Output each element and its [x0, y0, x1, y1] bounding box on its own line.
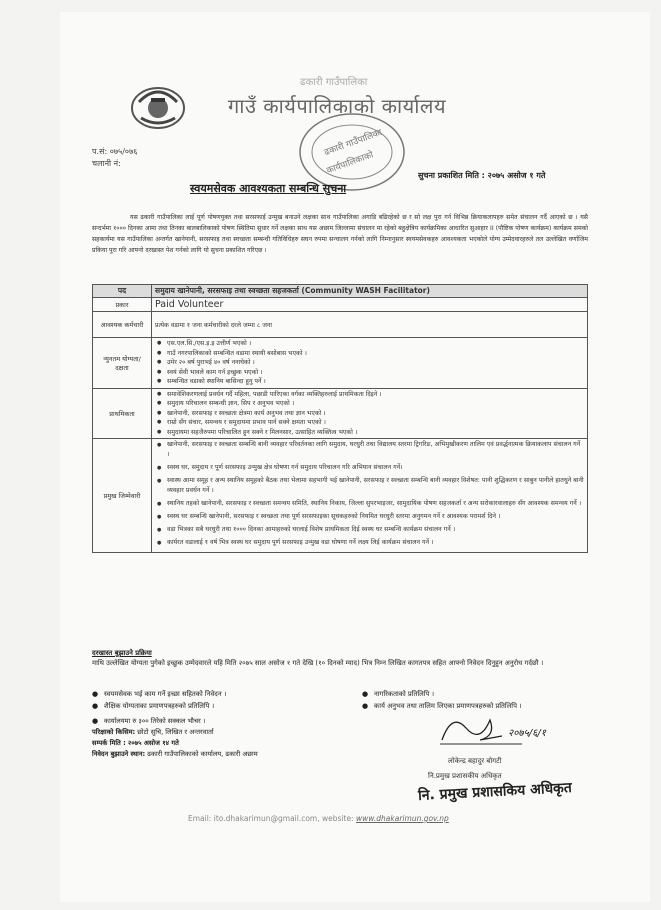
list-item: ● एस.एल.सि./एस.इ.इ उत्तीर्ण भएको ।: [165, 339, 584, 349]
application-details: ● कार्यालयमा रु ३०० तिरेको सक्कल भौचर । परिक्षाको किसिम: छोटो सुचि, लिखित र अन्तरवार्ता सम्पर्क मिति : २०७५ असोज १४ गते निवेदन बुझाउने स्थान: ढकारी गाउँपालिकाको कार्यालय, ढकारी अछाम: [92, 717, 258, 758]
list-item: ● स्थानिय तहको खानेपानी, सरसफाइ र स्वच्छता समन्वय समिति, स्थानिय निकाय, जिल्ला सुपरभाइजर, सामुदायिक पोषण सहजकर्ता र अन्य सरोकारवालाहरु सँग आवश्यक समन्वय गर्ने ।: [165, 499, 584, 509]
officer-stamp: नि. प्रमुख प्रशासकिय अधिकृत: [417, 779, 573, 805]
list-item: ● उमेर २० बर्ष पुराभई ४० वर्ष ननाघेको ।: [165, 358, 584, 368]
responsibility-list: [155, 440, 584, 548]
list-item: ● समावेशिकरणलाई प्रवर्धन गर्दै महिला, पछाडी पारिएका वर्गका व्यक्तिहरुलाई प्राथमिकता दिइने ।: [165, 390, 584, 400]
table-row: [93, 285, 588, 298]
list-item: ● स्वयं सेवी भावले काम गर्न इच्छुक भएको ।: [165, 368, 584, 378]
publish-date: सुचना प्रकाशित मिति : २०७५ असोज १ गते: [418, 171, 546, 180]
exam-value: छोटो सुचि, लिखित र अन्तरवार्ता: [137, 728, 214, 736]
dispatch-number: चलानी नं:: [92, 159, 121, 168]
reference-number: प.सं: ०७५/०७६: [92, 147, 138, 156]
submit-value: ढकारी गाउँपालिकाको कार्यालय, ढकारी अछाम: [147, 750, 258, 758]
office-voucher-item: कार्यालयमा रु ३०० तिरेको सक्कल भौचर ।: [104, 717, 206, 725]
svg-text:२०७५/६/१: २०७५/६/१: [508, 728, 546, 739]
list-item: ● राम्रो सँग संचार, समन्वय र समुदायमा प्रभाव पार्न सक्ने क्षमता भएको ।: [165, 418, 584, 428]
email-label: Email:: [188, 814, 212, 823]
contact-label: सम्पर्क मिति :: [92, 739, 126, 747]
staff-value: प्रत्येक वडामा १ जना कर्मचारीको दरले जम्मा ८ जना: [152, 312, 588, 338]
list-item: ● कार्य अनुभव तथा तालिम लिएका प्रमाणपत्रहरुको प्रतिलिपि ।: [362, 700, 622, 712]
list-item: ● स्वस्थ घर, समुदाय र पूर्ण सरसफाइ उन्मुख क्षेत्र घोषणा गर्न समुदाय परिचालन गरि अभियान संचालन गर्ने।: [165, 463, 584, 473]
office-title: गाउँ कार्यपालिकाको कार्यालय: [228, 94, 447, 118]
list-item: ● गाउँ नगरपालिकाको सम्बन्धित वडामा स्थायी बसोबास भएको ।: [165, 349, 584, 359]
post-value: समुदाय खानेपानी, सरसफाइ तथा स्वच्छता सहजकर्ता (Community WASH Facilitator): [152, 285, 588, 298]
svg-text:कार्यपालिकाको: कार्यपालिकाको: [325, 150, 375, 177]
list-item: ● स्वास्थ आमा समूह र अन्य स्थानिय समूहको बैठक तथा भेलामा सहभागी भई खानेपानी, सरसफाइ र स्वच्छता सम्बन्धि बानी व्यवहार विशेषत: पानी शुद्धिकरण र साबुन पानीले हातधुने बानी व्यवहार प्रवर्धन गर्ने ।: [165, 476, 584, 496]
list-item: ● वडा भित्रका सबै घरधुरी तथा १००० दिनका आमाहरुको घरलाई विशेष प्राथमिकता दिई स्वस्थ घर सम्बन्धि कार्यक्रम संचालन गर्ने ।: [165, 525, 584, 535]
website-label: , website:: [317, 814, 354, 823]
list-item: ● नागरिकताको प्रतिलिपि ।: [362, 688, 622, 700]
type-value: Paid Volunteer: [152, 298, 588, 312]
process-text: माथि उल्लेखित योग्यता पुगेको इच्छुक उम्मेदवारले यहि मिति २०७५ साल असोज १ गते देखि (१० दिनको म्याद) भित्र निम्न लिखित कागतपत्र सहित आफ्नो निवेदन दिनुहुन अनुरोध गर्दछौ ।: [92, 659, 544, 667]
signatory-title: नि.प्रमुख प्रशासकीय अधिकृत: [428, 772, 502, 780]
application-process: [92, 648, 588, 668]
staff-label: आवश्यक कर्मचारी: [93, 312, 152, 338]
government-emblem-icon: [127, 78, 189, 130]
type-label: प्रकार: [93, 298, 152, 312]
exam-label: परिक्षाको किसिम:: [92, 728, 136, 736]
list-item: ● खानेपानी, सरसफाइ र स्वच्छता क्षेत्रमा कार्य अनुभव तथा ज्ञान भएको ।: [165, 409, 584, 419]
vacancy-table: [92, 284, 588, 553]
priority-list: [155, 390, 584, 438]
notice-title: स्वयमसेवक आवश्यकता सम्बन्धि सुचना: [190, 182, 347, 195]
footer-contact: [188, 814, 449, 823]
qualification-list: [155, 339, 584, 387]
municipality-name: ढकारी गाउँपालिका: [300, 77, 368, 88]
list-item: ● समुदायमा सहजैरुपमा परिचालित हुन सक्ने र मिलनसार, उत्साहित व्यक्तित्व भएको ।: [165, 428, 584, 438]
reference-block: [92, 146, 137, 170]
table-row: [93, 312, 588, 338]
list-item: ● सम्बन्धित वडाको स्थानिय बासिन्दा हुनु पर्ने ।: [165, 377, 584, 387]
submit-label: निवेदन बुझाउने स्थान:: [92, 750, 146, 758]
list-item: ● शैक्षिक योग्यताका प्रमाणपत्रहरुको प्रतिलिपि ।: [92, 700, 352, 712]
email-address: ito.dhakarimun@gmail.com: [213, 814, 318, 823]
table-row: [93, 298, 588, 312]
signatory-name: लोकेन्द्र बहादुर बोगटी: [448, 757, 502, 765]
qualification-label: न्युनतम योग्यता/ दक्षता: [93, 338, 152, 389]
process-heading: दरखास्त बुझाउने प्रक्रिया: [92, 649, 152, 657]
table-row: [93, 338, 588, 389]
list-item: ● स्वस्थ घर सम्बन्धि खानेपानी, सरसफाइ र स्वच्छता तथा पूर्ण सरसफाइका सूचकहरुको नियमित घरधुरी स्तरमा अनुगमन गर्ने र आवश्यक परामर्श दिने ।: [165, 512, 584, 522]
table-row: [93, 439, 588, 553]
list-item: ● समुदाय परिचालन सम्बन्धी ज्ञान, सिप र अनुभव भएको ।: [165, 399, 584, 409]
responsibility-label: प्रमुख जिम्मेवारी: [93, 439, 152, 553]
post-header: पद: [93, 285, 152, 298]
svg-text:ढकारी गाउँपालिका: ढकारी गाउँपालिका: [323, 127, 384, 159]
intro-paragraph: यस ढकारी गाउँपालिका लाई पूर्ण पोषणयुक्त तथा सरसफाई उन्मुख बनाउने लक्षका साथ गाउँपालिका अगाडि बढिरहेको छ र सो लक्ष पुरा गर्न विभिन्न क्रियाकलापहरु समेत संचालन गर्दै आएको छ । यसै सन्दर्भमा १००० दिनका आमा तथा तिनका बालबालिकाको पोषण स्थितिमा सुधार गर्ने लक्षका साथ यस अछाम जिल्लामा संचालन मा रहेको बहुक्षेत्रिय कार्यक्रमिका आधारित सुआहार II (पौष्टिक पोषण कार्यक्रम) कार्यक्रम समको सहकार्यमा यस गाउँपालिका अन्तर्गत खानेपानी, सरसफाइ तथा स्वच्छता सम्बन्धी गतिविधिहरु सघन रुपमा सन्चालन गर्नको लागि निम्नानुसार स्वयमसेवकहरु आवश्यकता भएकोले योग्य उम्मेदवारहरुले तल उल्लेखित वर्णाजिम प्रकिया पुरा गरि आफ्नो दरखास्त पेश गर्नको लागि यो सुचना प्रकाशित गरिएछ ।: [92, 214, 588, 254]
table-row: [93, 388, 588, 439]
contact-value: २०७५ असोज १४ गते: [127, 739, 179, 747]
priority-label: प्राथमिकता: [93, 388, 152, 439]
website-link[interactable]: www.dhakarimun.gov.np: [355, 814, 449, 823]
handwritten-signature: [432, 706, 582, 750]
list-item: ● खानेपानी, सरसफाइ र स्वच्छता सम्बन्धि बानी व्यवहार परिवर्तनका लागि समुदाय, घरधुरी तथा विद्यालय स्तरमा ट्रिगरिङ, अभिमुखीकरण तालिम एवं प्रवर्द्धनात्मक क्रियाकलाप संचालन गर्ने ।: [165, 440, 584, 460]
list-item: ● कार्यरत वडालाई १ वर्ष भित्र स्वस्थ घर समुदाय पूर्ण सरसफाइ उन्मुख वडा घोषणा गर्ने लक्ष्य लिई कार्यक्रम संचालन गर्ने ।: [165, 538, 584, 548]
list-item: ● स्वयमसेवक भई काम गर्ने इच्छा सहितको निवेदन ।: [92, 688, 352, 700]
